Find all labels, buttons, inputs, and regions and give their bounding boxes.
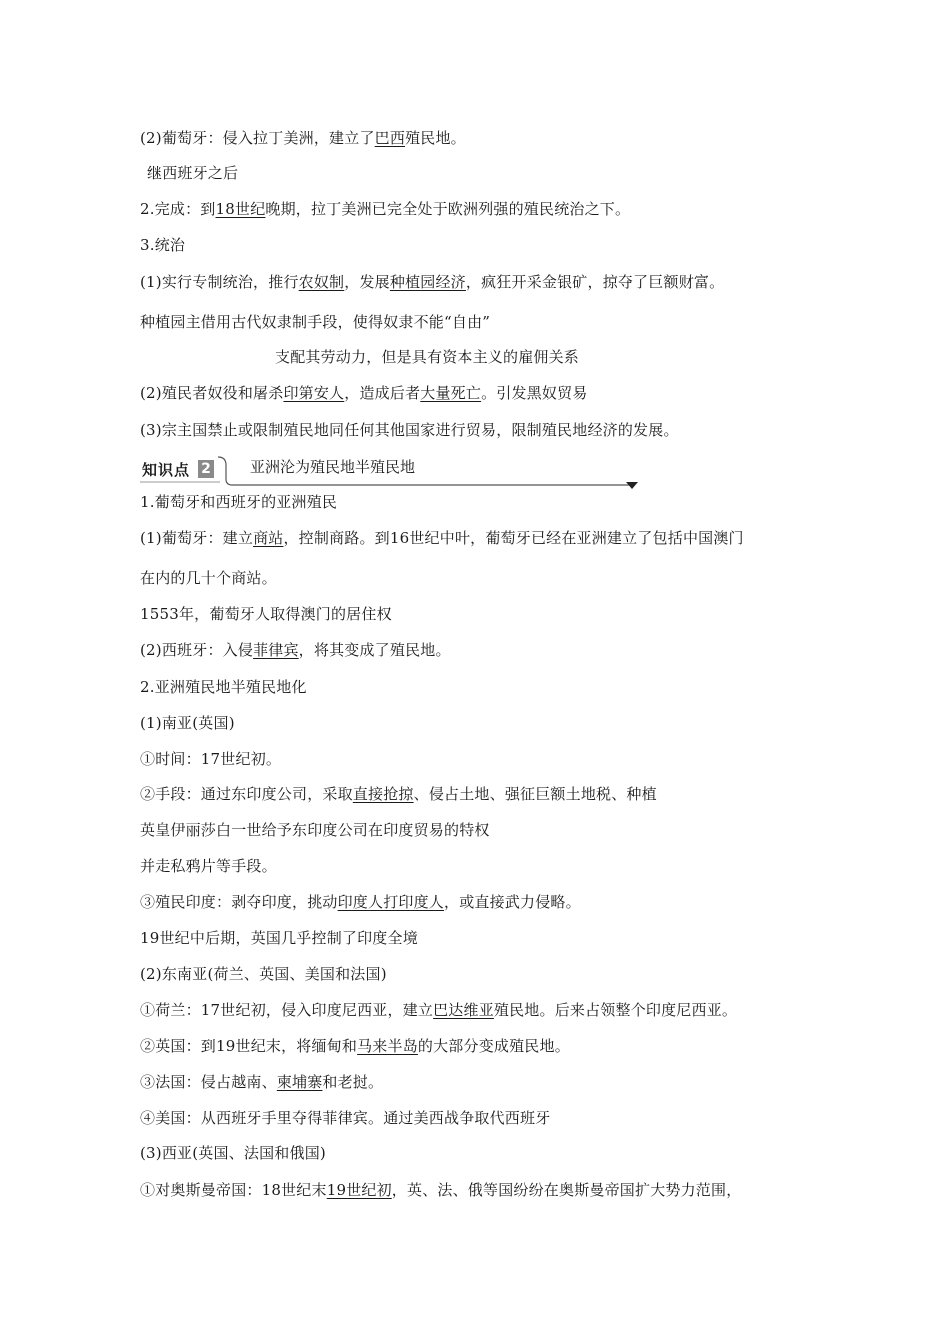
line-text: (1)葡萄牙：建立 xyxy=(140,529,254,547)
annotation-line xyxy=(140,1108,550,1128)
annotation-line xyxy=(275,347,579,367)
underlined-answer: 直接抢掠 xyxy=(352,785,414,803)
underlined-answer: 19世纪初 xyxy=(326,1181,392,1199)
knowledge-point-title: 亚洲沦为殖民地半殖民地 xyxy=(250,458,416,476)
line-text: 英皇伊丽莎白一世给予东印度公司在印度贸易的特权 xyxy=(140,821,490,839)
line-text: 1553年，葡萄牙人取得澳门的居住权 xyxy=(140,605,392,623)
line-text: (2)殖民者奴役和屠杀 xyxy=(140,384,284,402)
underlined-answer: 大量死亡 xyxy=(420,384,482,402)
line-text: (2)葡萄牙：侵入拉丁美洲，建立了 xyxy=(140,129,375,147)
annotation-line xyxy=(147,163,238,183)
line-text: ①对奥斯曼帝国：18世纪末 xyxy=(140,1181,327,1199)
underlined-answer: 菲律宾 xyxy=(253,641,299,659)
text-line xyxy=(140,128,466,148)
line-text: ①时间：17世纪初。 xyxy=(140,750,282,768)
text-line xyxy=(140,568,277,588)
line-text: ①荷兰：17世纪初，侵入印度尼西亚，建立 xyxy=(140,1001,434,1019)
line-text: (2)东南亚(荷兰、英国、美国和法国) xyxy=(140,965,387,983)
line-text: ②手段：通过东印度公司，采取 xyxy=(140,785,353,803)
annotation-line xyxy=(140,312,490,332)
text-line xyxy=(140,272,724,292)
underlined-answer: 马来半岛 xyxy=(357,1037,418,1055)
line-text: ②英国：到19世纪末，将缅甸和 xyxy=(140,1037,358,1055)
text-line xyxy=(140,1143,326,1163)
text-line xyxy=(140,964,387,984)
line-text: (1)南亚(英国) xyxy=(140,714,235,732)
text-line xyxy=(140,1180,741,1200)
line-text: 2.完成：到 xyxy=(140,200,216,218)
line-text: 晚期，拉丁美洲已完全处于欧洲列强的殖民统治之下。 xyxy=(265,200,631,218)
line-text: 殖民地。 xyxy=(405,129,466,147)
line-text: 2.亚洲殖民地半殖民地化 xyxy=(140,678,307,696)
line-text: 1.葡萄牙和西班牙的亚洲殖民 xyxy=(140,493,338,511)
underlined-answer: 巴西 xyxy=(374,129,406,147)
line-text: ③殖民印度：剥夺印度，挑动 xyxy=(140,893,338,911)
text-line xyxy=(140,856,277,876)
underlined-answer: 农奴制 xyxy=(298,273,345,291)
knowledge-point-number: 2 xyxy=(198,460,214,478)
line-text: 并走私鸦片等手段。 xyxy=(140,857,277,875)
line-text: 种植园主借用古代奴隶制手段，使得奴隶不能“自由” xyxy=(140,313,491,331)
text-line xyxy=(140,713,235,733)
line-text: ，发展 xyxy=(344,273,390,291)
text-line xyxy=(140,528,744,548)
underlined-answer: 种植园经济 xyxy=(389,273,466,291)
underlined-answer: 柬埔寨 xyxy=(276,1073,323,1091)
annotation-line xyxy=(140,604,392,624)
underlined-answer: 18世纪 xyxy=(215,200,266,218)
underlined-answer: 印第安人 xyxy=(283,384,345,402)
text-line xyxy=(140,383,588,403)
text-line xyxy=(140,199,630,219)
line-text: 的大部分变成殖民地。 xyxy=(417,1037,570,1055)
text-line xyxy=(140,749,281,769)
text-line xyxy=(140,784,657,804)
text-line xyxy=(140,1036,570,1056)
text-line xyxy=(140,892,581,912)
section-heading xyxy=(140,492,337,512)
line-text: 继西班牙之后 xyxy=(147,164,239,182)
line-text: ③法国：侵占越南、 xyxy=(140,1073,277,1091)
line-text: ④美国：从西班牙手里夺得菲律宾。通过美西战争取代西班牙 xyxy=(140,1109,551,1127)
line-text: (1)实行专制统治，推行 xyxy=(140,273,299,291)
line-text: 支配其劳动力，但是具有资本主义的雇佣关系 xyxy=(275,348,580,366)
section-heading xyxy=(140,677,307,697)
line-text: (3)西亚(英国、法国和俄国) xyxy=(140,1144,326,1162)
line-text: 在内的几十个商站。 xyxy=(140,569,277,587)
line-text: ，或直接武力侵略。 xyxy=(444,893,581,911)
text-line xyxy=(140,640,451,660)
section-heading xyxy=(140,235,185,255)
knowledge-point-label: 知识点 xyxy=(142,461,191,479)
line-text: 殖民地。后来占领整个印度尼西亚。 xyxy=(493,1001,738,1019)
text-line xyxy=(140,420,679,440)
knowledge-point-header xyxy=(140,455,640,491)
line-text: ，英、法、俄等国纷纷在奥斯曼帝国扩大势力范围， xyxy=(391,1181,742,1199)
line-text: 和老挝。 xyxy=(322,1073,384,1091)
line-text: 19世纪中后期，英国几乎控制了印度全境 xyxy=(140,929,418,947)
underlined-answer: 商站 xyxy=(253,529,284,547)
line-text: ，控制商路。到16世纪中叶，葡萄牙已经在亚洲建立了包括中国澳门 xyxy=(283,529,744,547)
underlined-answer: 巴达维亚 xyxy=(433,1001,494,1019)
line-text: ，疯狂开采金银矿，掠夺了巨额财富。 xyxy=(465,273,725,291)
text-line xyxy=(140,1000,737,1020)
line-text: 3.统治 xyxy=(140,236,186,254)
line-text: (3)宗主国禁止或限制殖民地同任何其他国家进行贸易，限制殖民地经济的发展。 xyxy=(140,421,679,439)
line-text: 、侵占土地、强征巨额土地税、种植 xyxy=(413,785,657,803)
line-text: ，将其变成了殖民地。 xyxy=(298,641,451,659)
annotation-line xyxy=(140,928,418,948)
line-text: 。引发黑奴贸易 xyxy=(481,384,588,402)
line-text: (2)西班牙：入侵 xyxy=(140,641,254,659)
text-line xyxy=(140,1072,383,1092)
line-text: ，造成后者 xyxy=(344,384,421,402)
annotation-line xyxy=(140,820,490,840)
underlined-answer: 印度人打印度人 xyxy=(337,893,445,911)
